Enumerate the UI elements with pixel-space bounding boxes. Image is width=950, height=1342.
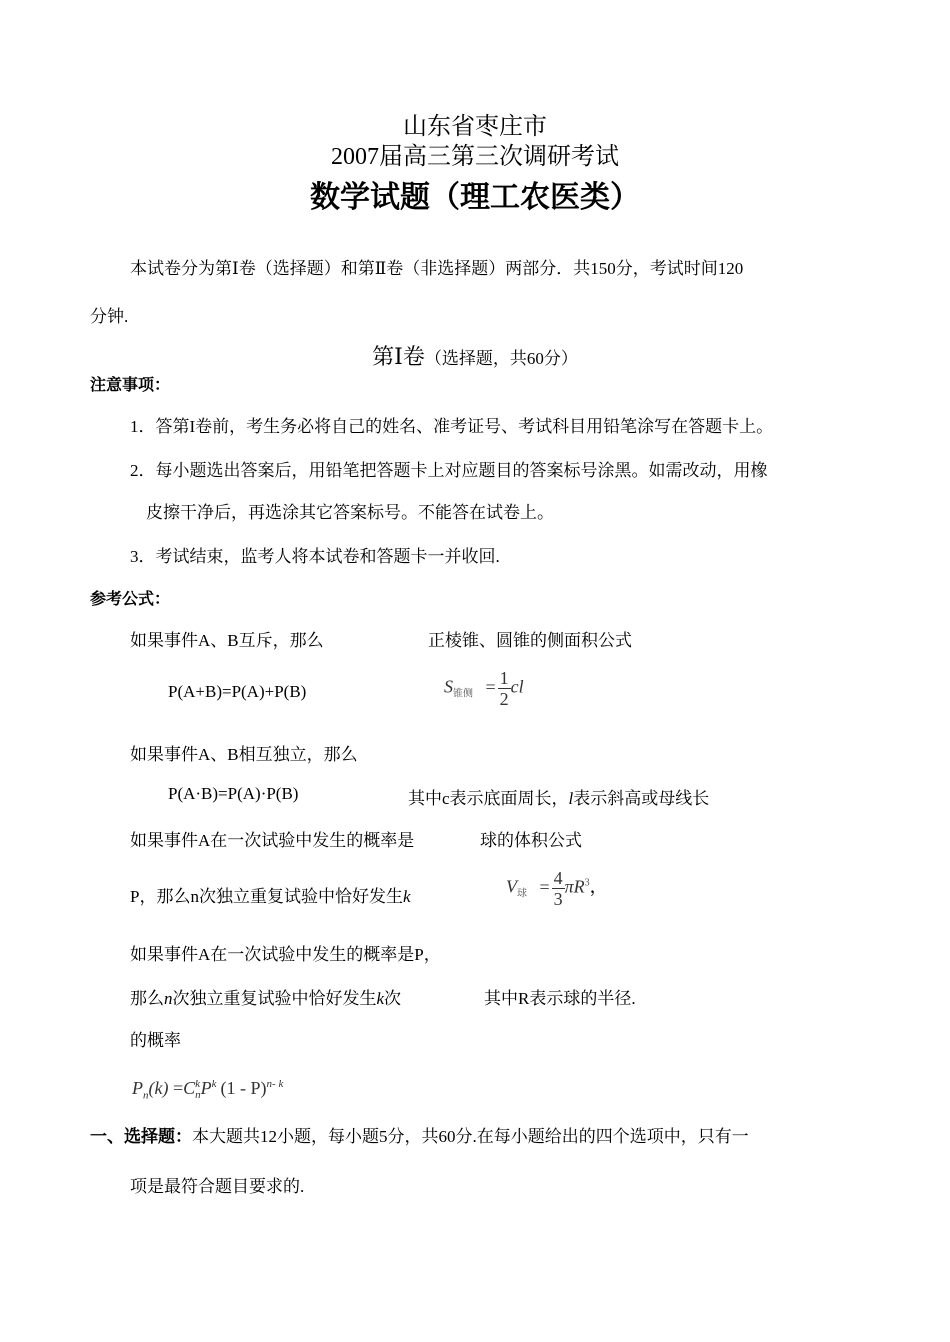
cone-sub: 锥侧: [453, 688, 473, 700]
note-item-1: 1．答第I卷前，考生务必将自己的姓名、准考证号、考试科目用铅笔涂写在答题卡上。: [130, 417, 774, 436]
binomial-k-arg: (k): [148, 1078, 169, 1098]
binomial-C-n: n: [195, 1088, 201, 1101]
note-item-3: 3．考试结束，监考人将本试卷和答题卡一并收回.: [130, 547, 500, 566]
header-line-1: 山东省枣庄市: [403, 114, 547, 140]
page-title: 数学试题（理工农医类）: [310, 181, 640, 214]
binomial-n: n: [143, 1089, 149, 1102]
notes-heading: 注意事项：: [90, 377, 171, 394]
prob-intro-2-k: k: [402, 887, 411, 906]
binomial-C-k: k: [195, 1077, 201, 1090]
cone-note: [408, 784, 709, 809]
header-line-2: 2007届高三第三次调研考试: [331, 144, 619, 170]
section-2-label: 一、选择题：: [90, 1127, 192, 1146]
binomial-P: P: [132, 1078, 143, 1098]
cone-note-a: 其中c表示底面周长，: [408, 789, 569, 808]
section-2-line-2: 项是最符合题目要求的.: [130, 1177, 305, 1196]
prob-intro-4-k: k: [376, 989, 385, 1008]
note-item-2-cont: 皮擦干净后，再选涂其它答案标号。不能答在试卷上。: [146, 503, 554, 522]
sphere-comma: ，: [589, 876, 608, 897]
prob-intro-4-b: 次独立重复试验中恰好发生: [172, 989, 377, 1008]
mutex-formula: P(A+B)=P(A)+P(B): [168, 682, 307, 701]
section-1-title-big: 第Ⅰ卷: [372, 344, 425, 369]
binomial-eq: =: [172, 1078, 184, 1098]
cone-num: 1: [499, 668, 509, 688]
sphere-note: 其中R表示球的半径.: [484, 989, 636, 1008]
cone-den: 2: [499, 689, 509, 709]
note-item-2: 2．每小题选出答案后，用铅笔把答题卡上对应题目的答案标号涂黑。如需改动，用橡: [130, 461, 768, 480]
section-1-title-small: （选择题，共60分）: [424, 349, 578, 368]
sphere-V: V: [506, 876, 517, 897]
sphere-exp: 3: [584, 877, 590, 889]
section-2-text: 本大题共12小题，每小题5分，共60分.在每小题给出的四个选项中，只有一: [192, 1127, 749, 1146]
prob-intro-4-c: 次: [384, 989, 402, 1008]
cone-S: S: [444, 676, 453, 697]
section-2-line-1: [90, 1122, 749, 1147]
binomial-P-k: k: [211, 1078, 217, 1090]
binomial-C: C: [183, 1078, 196, 1098]
indep-intro: 如果事件A、B相互独立，那么: [130, 745, 358, 764]
formulas-heading: 参考公式：: [90, 591, 171, 608]
cone-fraction: [498, 668, 511, 709]
prob-intro-5: 的概率: [130, 1031, 181, 1050]
mutex-intro: 如果事件A、B互斥，那么: [130, 631, 324, 650]
cone-eq: =: [485, 676, 496, 697]
prob-intro-2-text: P，那么n次独立重复试验中恰好发生: [130, 887, 403, 906]
sphere-num: 4: [553, 868, 563, 888]
prob-intro-4: [130, 984, 401, 1009]
sphere-fraction: [552, 868, 565, 909]
cone-area-intro: 正棱锥、圆锥的侧面积公式: [428, 631, 632, 650]
prob-intro-3: 如果事件A在一次试验中发生的概率是P，: [130, 945, 441, 964]
prob-intro-1: 如果事件A在一次试验中发生的概率是: [130, 831, 415, 850]
section-1-title: [0, 340, 950, 371]
cone-note-l: l: [568, 789, 574, 808]
sphere-intro: 球的体积公式: [480, 831, 582, 850]
sphere-sub: 球: [517, 888, 527, 900]
indep-formula: P(A·B)=P(A)·P(B): [168, 784, 299, 803]
cone-tail: cl: [510, 676, 524, 697]
cone-note-b: 表示斜高或母线长: [573, 789, 710, 808]
intro-line-1: 本试卷分为第Ⅰ卷（选择题）和第Ⅱ卷（非选择题）两部分．共150分，考试时间120: [130, 259, 744, 278]
sphere-tail: πR: [564, 876, 585, 897]
prob-intro-4-n: n: [164, 989, 173, 1008]
sphere-den: 3: [553, 889, 563, 909]
sphere-eq: =: [539, 876, 550, 897]
binomial-exp: n- k: [266, 1078, 284, 1090]
prob-intro-4-a: 那么: [130, 989, 164, 1008]
binomial-formula: [132, 1078, 283, 1102]
sphere-volume-formula: [506, 868, 608, 909]
prob-intro-2: [130, 882, 411, 907]
cone-area-formula: [444, 668, 524, 709]
binomial-P2: P: [200, 1078, 212, 1098]
binomial-paren: (1 - P): [220, 1078, 267, 1098]
intro-line-2: 分钟.: [90, 307, 129, 326]
